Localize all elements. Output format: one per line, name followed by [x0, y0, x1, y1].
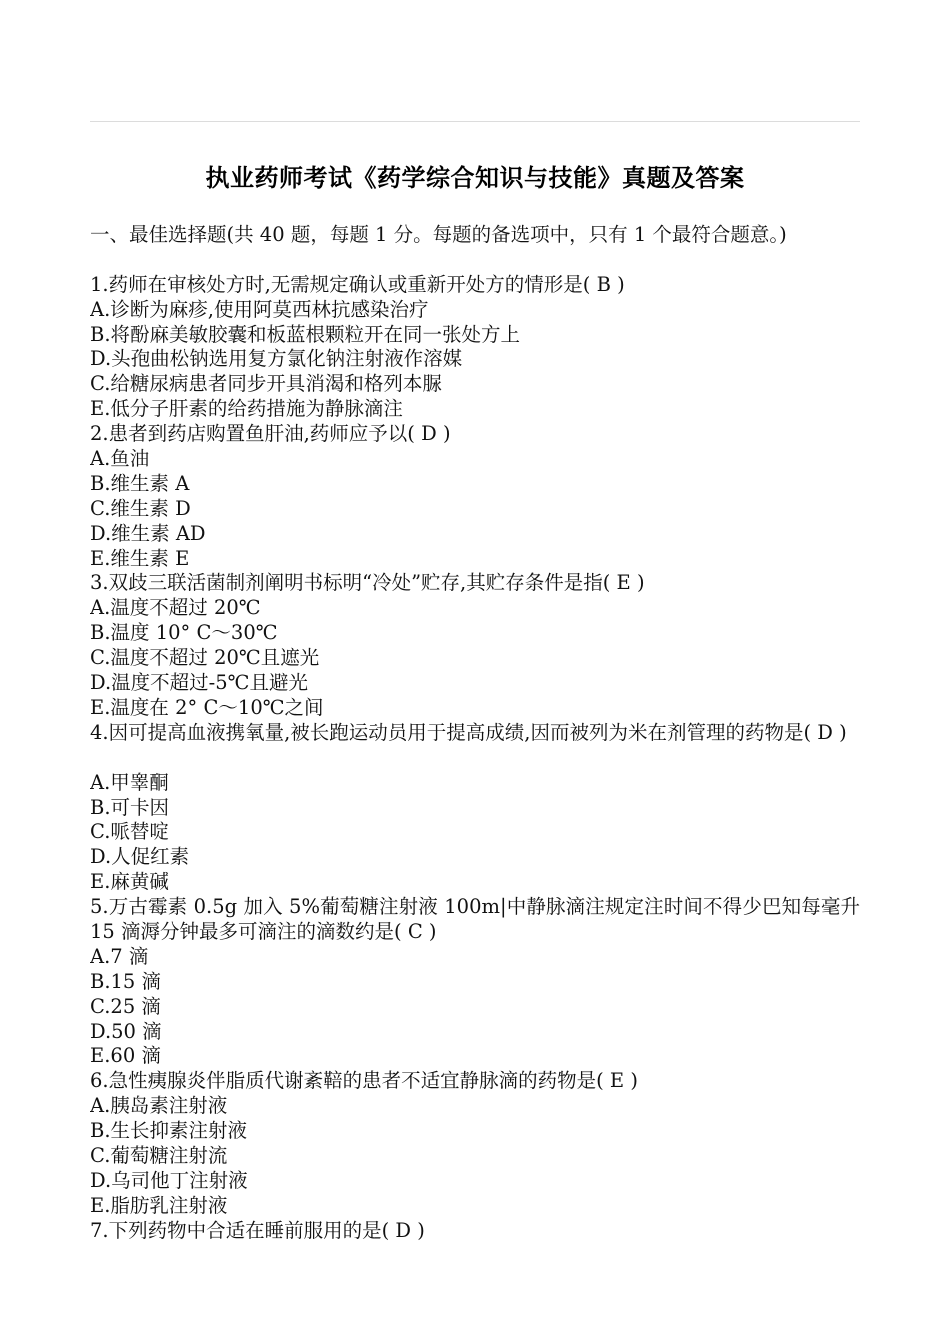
option-4a: A.甲睾酮 [90, 770, 169, 794]
option-6a: A.胰岛素注射液 [90, 1094, 228, 1118]
question-3: 3.双歧三联活菌制剂阐明书标明“冷处”贮存,其贮存条件是指( E ) [90, 571, 645, 595]
option-5d: D.50 滴 [90, 1019, 162, 1043]
question-1: 1.药师在审核处方时,无需规定确认或重新开处方的情形是( B ) [90, 272, 625, 296]
option-6e: E.脂肪乳注射液 [90, 1193, 228, 1217]
option-5c: C.25 滴 [90, 994, 161, 1018]
option-2e: E.维生素 E [90, 546, 190, 570]
option-6b: B.生长抑素注射液 [90, 1119, 248, 1143]
option-1c: C.给糖尿病患者同步开具消渴和格列本脲 [90, 372, 442, 396]
document-body [90, 223, 860, 1244]
question-2: 2.患者到药店购置鱼肝油,药师应予以( D ) [90, 422, 451, 446]
option-3a: A.温度不超过 20℃ [90, 596, 261, 620]
option-4d: D.人促红素 [90, 845, 190, 869]
option-5b: B.15 滴 [90, 969, 162, 993]
option-3d: D.温度不超过-5℃且避光 [90, 671, 308, 695]
option-5a: A.7 滴 [90, 944, 149, 968]
section-heading: 一、最佳选择题(共 40 题，每题 1 分。每题的备选项中，只有 1 个最符合题意。) [90, 223, 787, 246]
question-5: 5.万古霉素 0.5g 加入 5%葡萄糖注射液 100m|中静脉滴注规定注时间不得少巴知每毫升 15 滴溽分钟最多可滴注的滴数约是( C ) [90, 895, 860, 943]
option-6c: C.葡萄糖注射流 [90, 1144, 228, 1167]
option-2a: A.鱼油 [90, 447, 150, 471]
option-4e: E.麻黄碱 [90, 870, 169, 894]
question-4: 4.因可提高血液携氧量,被长跑运动员用于提高成绩,因而被列为米在剂管理的药物是( D ) [90, 720, 847, 744]
option-1b: B.将酚麻美敏胶囊和板蓝根颗粒开在同一张处方上 [90, 322, 521, 346]
option-2c: C.维生素 D [90, 496, 191, 520]
question-7: 7.下列药物中合适在睡前服用的是( D ) [90, 1218, 425, 1242]
option-6d: D.乌司他丁注射液 [90, 1168, 248, 1192]
header-divider [90, 121, 860, 122]
option-2b: B.维生素 A [90, 471, 190, 495]
option-2d: D.维生素 AD [90, 521, 206, 545]
option-1d: D.头孢曲松钠选用复方氯化钠注射液作溶媒 [90, 347, 463, 371]
option-5e: E.60 滴 [90, 1044, 161, 1068]
option-4b: B.可卡因 [90, 795, 170, 819]
option-3b: B.温度 10° C～30℃ [90, 621, 278, 645]
question-6: 6.急性痍腺炎伴脂质代谢紊鞛的患者不适宜静脉滴的药物是( E ) [90, 1069, 638, 1093]
option-1e: E.低分子肝素的给药措施为静脉滴注 [90, 397, 403, 421]
option-1a: A.诊断为麻疹,使用阿莫西林抗感染治疗 [90, 297, 429, 321]
option-3e: E.温度在 2° C～10℃之间 [90, 695, 324, 719]
option-4c: C.哌替啶 [90, 820, 169, 844]
document-title: 执业药师考试《药学综合知识与技能》真题及答案 [205, 164, 745, 192]
option-3c: C.温度不超过 20℃且遮光 [90, 646, 320, 670]
